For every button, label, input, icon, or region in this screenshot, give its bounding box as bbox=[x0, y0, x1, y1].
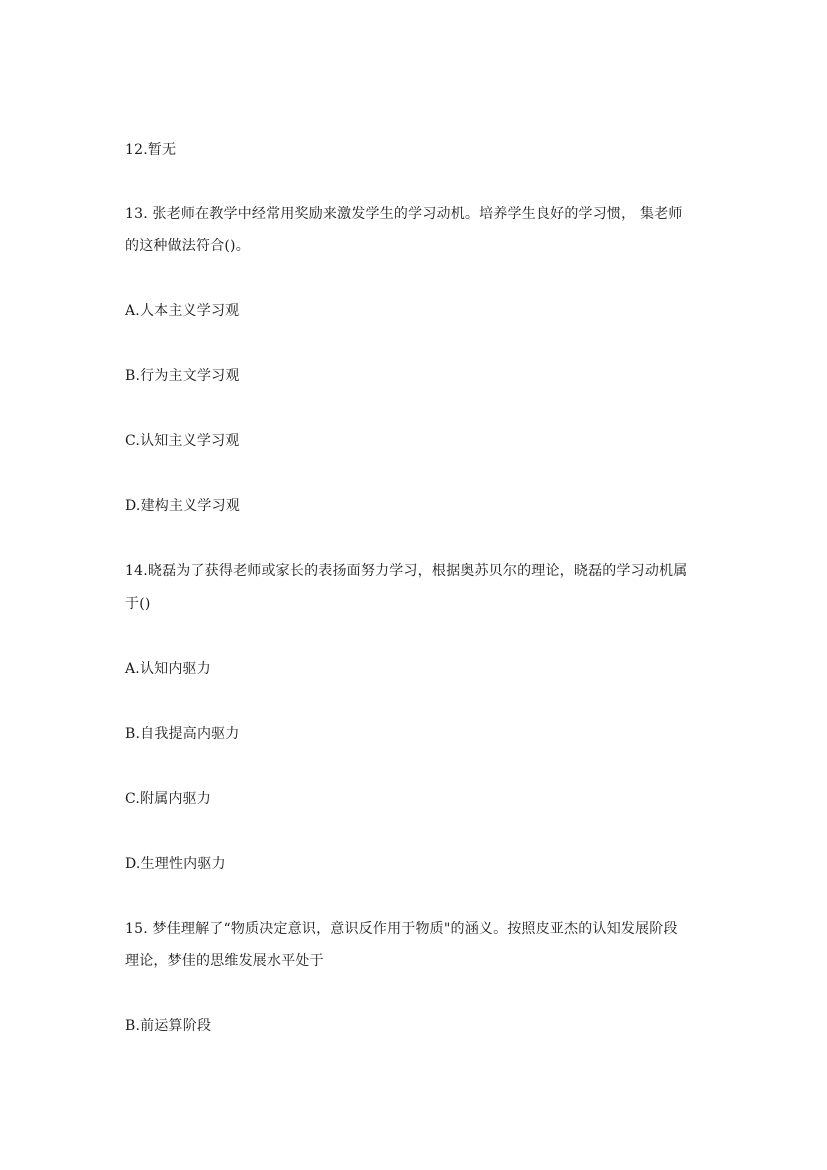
question-14-option-b: B.自我提高内驱力 bbox=[125, 726, 240, 742]
question-15-stem-line-2: 理论，梦佳的思维发展水平处于 bbox=[125, 953, 324, 969]
question-14-option-d: D.生理性内驱力 bbox=[125, 856, 226, 872]
question-14-option-c: C.附属内驱力 bbox=[125, 791, 212, 807]
question-13-stem-line-1: 13. 张老师在教学中经常用奖励来激发学生的学习动机。培养学生良好的学习惯， 集老师 bbox=[125, 206, 683, 222]
question-13-option-a: A.人本主义学习观 bbox=[125, 303, 240, 319]
question-13-option-b: B.行为主文学习观 bbox=[125, 368, 240, 384]
question-14-option-a: A.认知内驱力 bbox=[125, 661, 211, 677]
question-13-stem-line-2: 的这种做法符合()。 bbox=[125, 238, 250, 254]
question-12: 12.暂无 bbox=[125, 142, 177, 158]
question-15-stem-line-1: 15. 梦佳理解了“物质决定意识，意识反作用于物质"的涵义。按照皮亚杰的认知发展阶段 bbox=[125, 921, 678, 937]
question-15-option-b: B.前运算阶段 bbox=[125, 1018, 212, 1034]
question-13-option-d: D.建构主义学习观 bbox=[125, 498, 240, 514]
question-14-stem-line-1: 14.晓磊为了获得老师或家长的表扬面努力学习，根据奥苏贝尔的理论，晓磊的学习动机属 bbox=[125, 563, 688, 579]
question-13-option-c: C.认知主义学习观 bbox=[125, 433, 240, 449]
question-14-stem-line-2: 于() bbox=[125, 596, 151, 612]
